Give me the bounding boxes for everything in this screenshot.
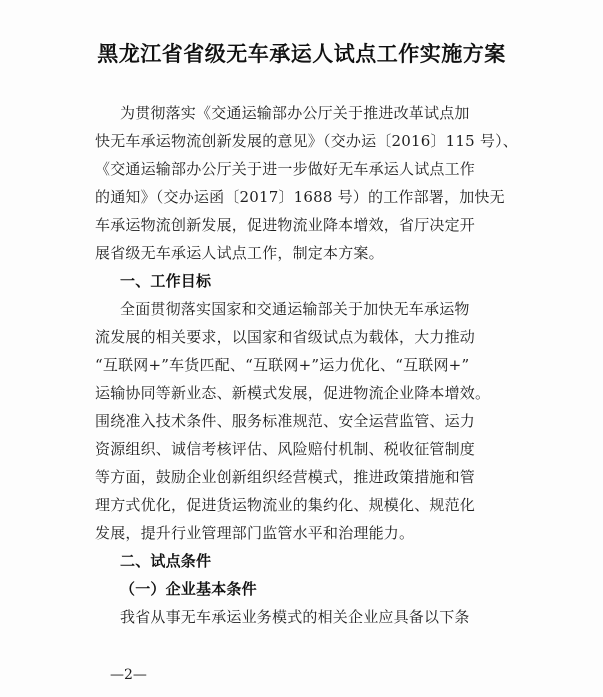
paragraph-line: 我省从事无车承运业务模式的相关企业应具备以下条 <box>120 608 470 626</box>
paragraph-line: 全面贯彻落实国家和交通运输部关于加快无车承运物 <box>120 300 470 318</box>
paragraph-line: 车承运物流创新发展，促进物流业降本增效，省厅决定开 <box>95 216 476 234</box>
paragraph-line: 《交通运输部办公厅关于进一步做好无车承运人试点工作 <box>95 160 476 178</box>
paragraph-line: 发展，提升行业管理部门监管水平和治理能力。 <box>95 524 415 542</box>
document-title: 黑龙江省省级无车承运人试点工作实施方案 <box>97 42 506 66</box>
paragraph-line: 资源组织、诚信考核评估、风险赔付机制、税收征管制度 <box>95 440 476 458</box>
paragraph-line: 围绕准入技术条件、服务标准规范、安全运营监管、运力 <box>95 412 476 430</box>
section-heading: 一、工作目标 <box>120 272 212 290</box>
paragraph-line: 为贯彻落实《交通运输部办公厅关于推进改革试点加 <box>120 104 470 122</box>
paragraph-line: “互联网+”车货匹配、“互联网+”运力优化、“互联网+” <box>95 356 470 374</box>
paragraph-line: 等方面，鼓励企业创新组织经营模式，推进政策措施和管 <box>95 468 476 486</box>
paragraph-line: 快无车承运物流创新发展的意见》（交办运〔2016〕115 号）、 <box>95 132 518 150</box>
paragraph-line: 理方式优化，促进货运物流业的集约化、规模化、规范化 <box>95 496 476 514</box>
subsection-heading: （一）企业基本条件 <box>120 580 257 598</box>
paragraph-line: 流发展的相关要求，以国家和省级试点为载体，大力推动 <box>95 328 476 346</box>
page-number: —2— <box>110 667 147 683</box>
paragraph-line: 的通知》（交办运函〔2017〕1688 号）的工作部署，加快无 <box>95 188 505 206</box>
paragraph-line: 展省级无车承运人试点工作，制定本方案。 <box>95 244 384 262</box>
section-heading: 二、试点条件 <box>120 552 212 570</box>
paragraph-line: 运输协同等新业态、新模式发展，促进物流企业降本增效。 <box>95 384 491 402</box>
